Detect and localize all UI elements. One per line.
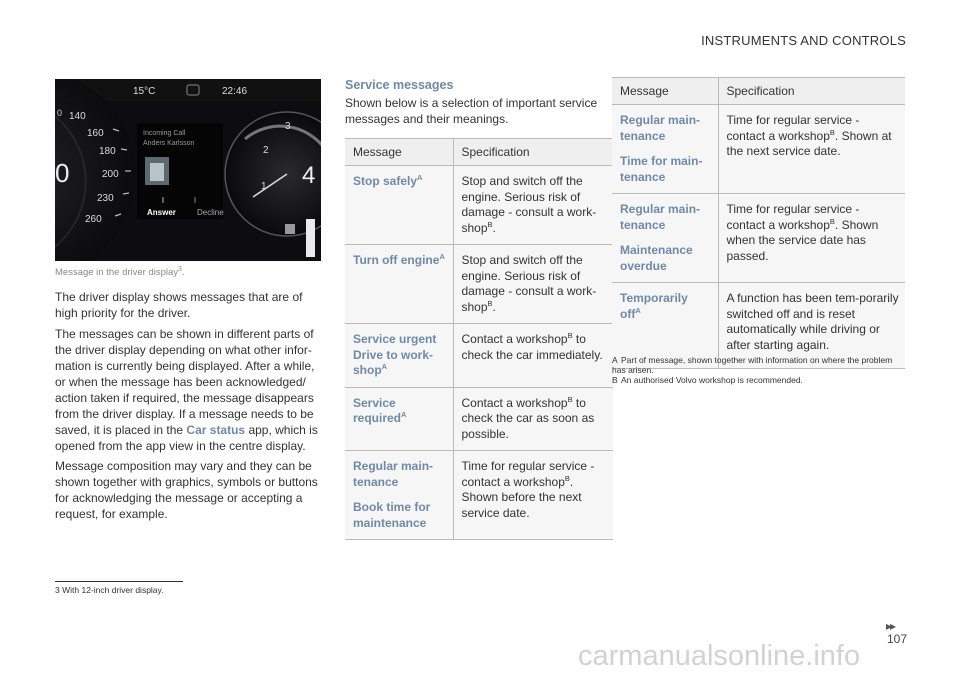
table-row bbox=[345, 324, 613, 388]
message-cell bbox=[345, 324, 453, 388]
message-text: Regular main-tenance bbox=[353, 459, 434, 489]
svg-text:180: 180 bbox=[99, 146, 116, 157]
table-row bbox=[345, 166, 613, 245]
table-row bbox=[612, 194, 905, 283]
header-specification: Specification bbox=[718, 78, 905, 105]
section-title: Service messages bbox=[345, 78, 454, 92]
next-page-arrows-icon: ▸▸ bbox=[886, 619, 895, 633]
svg-text:4: 4 bbox=[302, 162, 316, 189]
message-cell bbox=[345, 387, 453, 451]
svg-text:Anders Karlsson: Anders Karlsson bbox=[143, 140, 195, 147]
table-row bbox=[345, 451, 613, 540]
specification-cell: A function has been tem-porarily switched off and is reset automatically while driving or after starting again. bbox=[718, 283, 905, 369]
message-cell bbox=[612, 105, 718, 194]
specification-cell: Contact a workshop$^B$ to check the car immediately. bbox=[453, 324, 613, 388]
svg-text:2: 2 bbox=[263, 145, 269, 156]
svg-text:22:46: 22:46 bbox=[222, 86, 248, 97]
page-number: 107 bbox=[887, 632, 908, 646]
specification-cell: Time for regular service - contact a workshop$^B$. Shown at the next service date. bbox=[718, 105, 905, 194]
svg-text:260: 260 bbox=[85, 214, 102, 225]
message-text: Stop safely$^A$ bbox=[353, 173, 423, 188]
message-text: Turn off engine$^A$ bbox=[353, 252, 445, 267]
paragraph-1: The driver display shows messages that are of high priority for the driver. bbox=[55, 290, 303, 320]
svg-text:230: 230 bbox=[97, 193, 114, 204]
header-message: Message bbox=[345, 139, 453, 166]
specification-cell: Contact a workshop$^B$ to check the car as soon as possible. bbox=[453, 387, 613, 451]
footnote-b: B An authorised Volvo workshop is recommended. bbox=[612, 375, 803, 385]
svg-text:160: 160 bbox=[87, 128, 104, 139]
message-cell bbox=[345, 451, 453, 540]
message-cell bbox=[345, 245, 453, 324]
paragraph-2: The messages can be shown in different parts of the driver display depending on what other infor-mation is currently being displayed. After a while, or when the message has been acknowledged/ action taken if required, the message disappears from the driver display. If a message needs to be saved, it is placed in the Car status app, which is opened from the app view in the centre display. bbox=[55, 327, 318, 453]
specification-cell: Stop and switch off the engine. Serious risk of damage - consult a work-shop$^B$. bbox=[453, 245, 613, 324]
message-text: Service required$^A$ bbox=[353, 395, 407, 425]
message-text: Temporarily off$^A$ bbox=[620, 291, 688, 321]
driver-display-graphic bbox=[55, 79, 321, 261]
paragraph-3: Message composition may vary and they can be shown together with graphics, symbols or buttons for acknowledging the message or accepting a request, for example. bbox=[55, 459, 318, 521]
message-text: Regular main-tenance bbox=[620, 202, 701, 232]
svg-text:15°C: 15°C bbox=[133, 86, 156, 97]
footnote-divider bbox=[55, 581, 183, 582]
running-header: INSTRUMENTS AND CONTROLS bbox=[701, 33, 906, 48]
svg-text:Answer: Answer bbox=[147, 208, 176, 217]
service-messages-table-left bbox=[345, 138, 613, 540]
message-text: Regular main-tenance bbox=[620, 113, 701, 143]
message-cell bbox=[345, 166, 453, 245]
car-status-app-link: Car status bbox=[186, 423, 246, 437]
message-text: Time for main-tenance bbox=[620, 154, 703, 184]
message-text: Service urgent Drive to work-shop$^A$ bbox=[353, 332, 437, 377]
service-messages-table-right bbox=[612, 77, 905, 369]
svg-text:0: 0 bbox=[57, 108, 63, 118]
table-row bbox=[345, 387, 613, 451]
section-subtitle: Shown below is a selection of important service messages and their meanings. bbox=[345, 96, 598, 126]
footnote-a: A Part of message, shown together with information on where the problem has arisen. bbox=[612, 355, 893, 375]
message-text: Maintenance overdue bbox=[620, 243, 693, 273]
svg-text:0: 0 bbox=[55, 158, 70, 188]
svg-text:Decline: Decline bbox=[197, 208, 224, 217]
message-cell bbox=[612, 194, 718, 283]
specification-cell: Stop and switch off the engine. Serious risk of damage - consult a work-shop$^B$. bbox=[453, 166, 613, 245]
message-text: Book time for maintenance bbox=[353, 500, 431, 530]
header-message: Message bbox=[612, 78, 718, 105]
table-row bbox=[345, 245, 613, 324]
image-caption: Message in the driver display$^3$. bbox=[55, 265, 185, 278]
svg-text:3: 3 bbox=[285, 121, 291, 132]
svg-text:Incoming Call: Incoming Call bbox=[143, 130, 186, 137]
specification-cell: Time for regular service - contact a workshop$^B$. Shown when the service date has passed. bbox=[718, 194, 905, 283]
watermark: carmanualsonline.info bbox=[578, 640, 861, 672]
svg-text:140: 140 bbox=[69, 111, 86, 122]
driver-display-image bbox=[55, 79, 321, 261]
svg-text:1: 1 bbox=[261, 181, 267, 192]
footnote-3: 3 With 12-inch driver display. bbox=[55, 585, 164, 595]
svg-text:200: 200 bbox=[102, 169, 119, 180]
header-specification: Specification bbox=[453, 139, 613, 166]
table-row bbox=[612, 105, 905, 194]
specification-cell: Time for regular service - contact a workshop$^B$. Shown before the next service date. bbox=[453, 451, 613, 540]
